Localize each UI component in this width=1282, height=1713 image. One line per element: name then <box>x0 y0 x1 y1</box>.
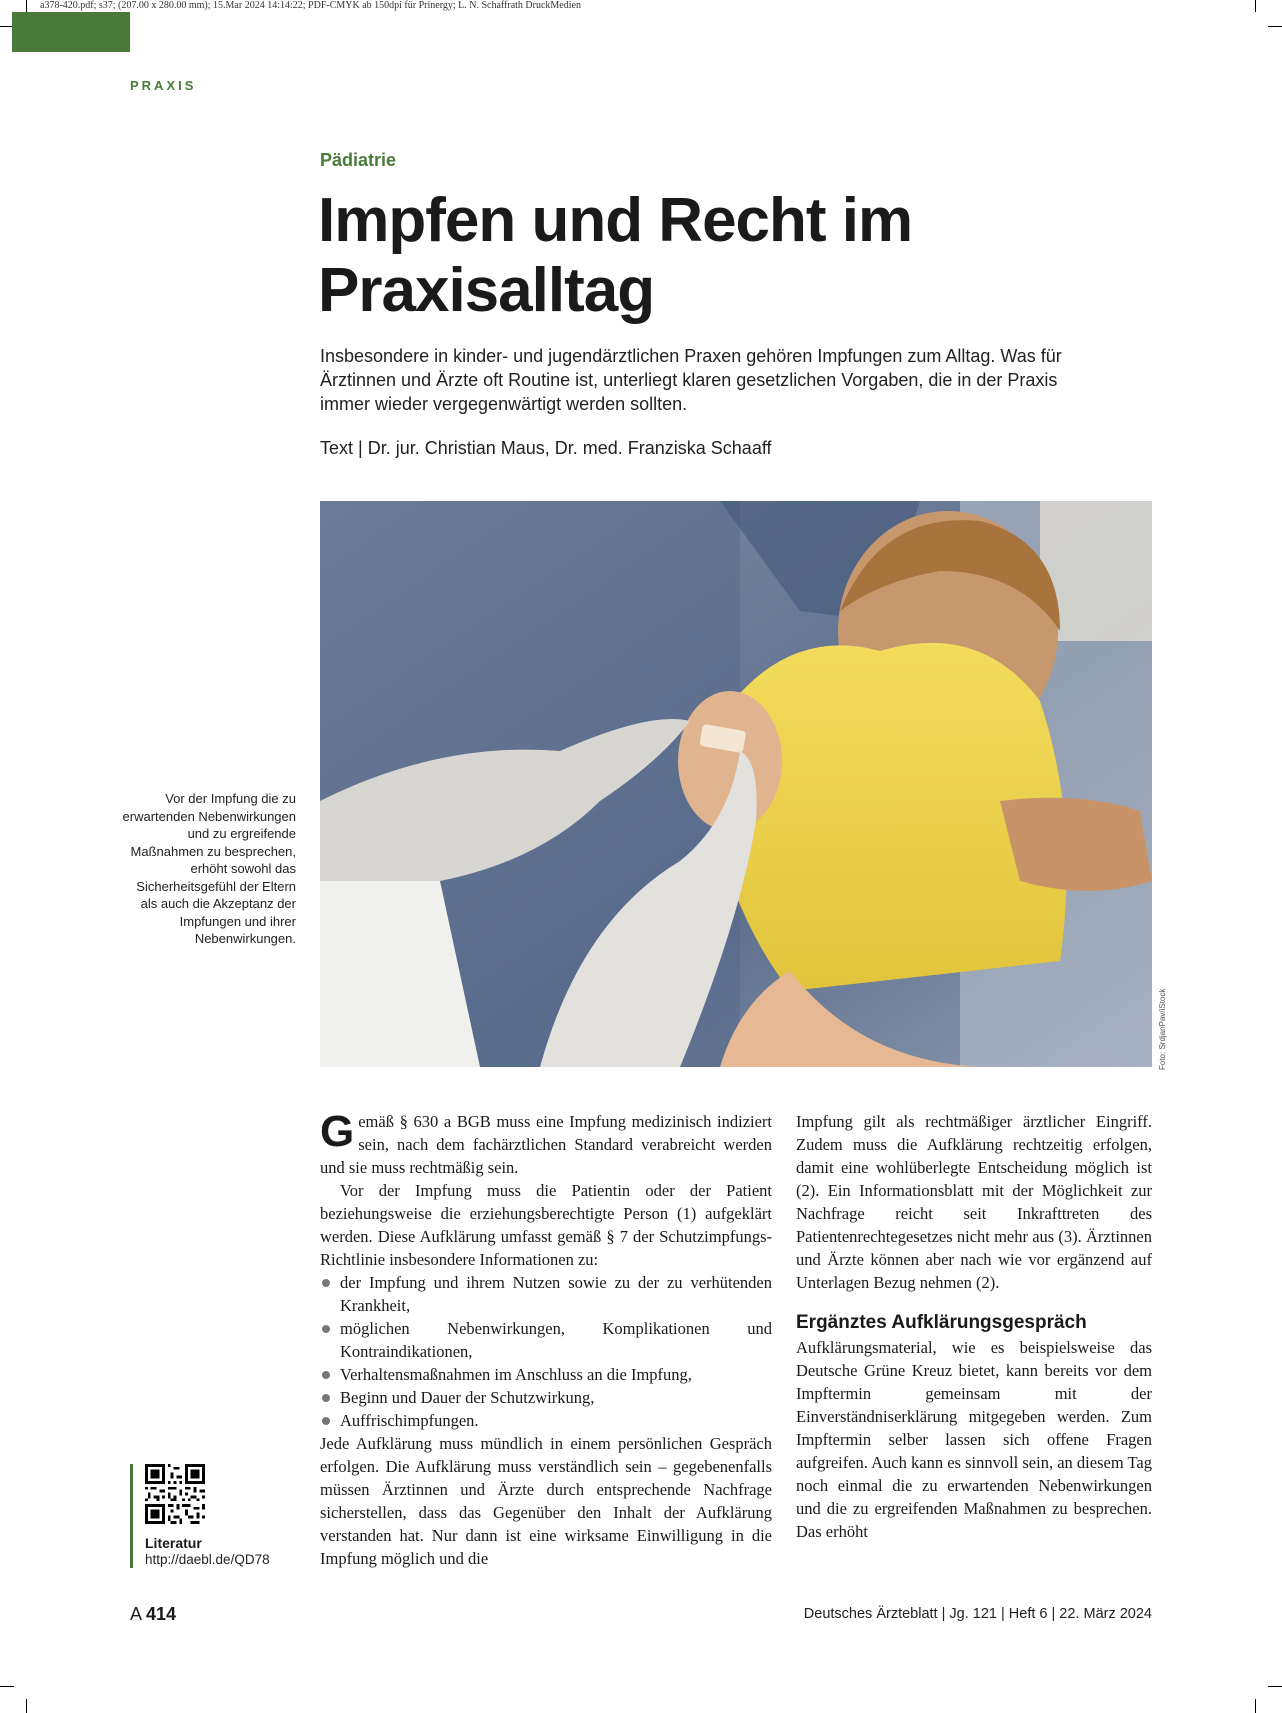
literature-box <box>130 1464 305 1568</box>
print-metadata: a378-420.pdf; s37; (207.00 x 280.00 mm); 15.Mar 2024 14:14:22; PDF-CMYK ab 150dpi für Prinergy; L. N. Schaffrath DruckMedien <box>40 0 581 11</box>
crop-mark <box>0 1686 14 1687</box>
crop-mark <box>1255 0 1256 12</box>
article-byline: Text | Dr. jur. Christian Maus, Dr. med. Franziska Schaaff <box>320 438 772 458</box>
page-prefix: A <box>130 1604 142 1624</box>
crop-mark <box>1255 1699 1256 1713</box>
body-paragraph: Jede Aufklärung muss mündlich in einem persönlichen Gespräch erfolgen. Die Aufklärung muss verständlich sein – gegebenenfalls müssen Ärztinnen und Ärzte durch entsprechende Nachfrage sicherstellen, dass das Gegenüber den Inhalt der Aufklärung verstanden hat. Nur dann ist eine wirksame Einwilligung in die Impfung möglich und die <box>320 1434 772 1568</box>
page-number <box>130 1604 176 1625</box>
list-item: der Impfung und ihrem Nutzen sowie zu der zu verhütenden Krankheit, <box>320 1271 772 1317</box>
literature-label: Literatur <box>145 1535 202 1551</box>
article-title-line: Impfen und Recht im <box>318 186 913 255</box>
list-item: möglichen Nebenwirkungen, Komplikationen und Kontraindikationen, <box>320 1317 772 1363</box>
subheading: Ergänztes Aufklärungsgespräch <box>796 1312 1087 1333</box>
section-color-tab <box>12 12 130 52</box>
body-column-left <box>320 1107 772 1570</box>
article-title-line: Praxisalltag <box>318 256 655 325</box>
photo-credit: Foto: SrdjanPav/iStock <box>1158 988 1167 1070</box>
list-item: Auffrischimpfungen. <box>320 1409 772 1432</box>
page-number-value: 414 <box>146 1604 177 1624</box>
qr-code-icon[interactable] <box>145 1464 205 1524</box>
body-column-right <box>796 1110 1152 1543</box>
crop-mark <box>1268 1686 1282 1687</box>
list-item: Verhaltensmaßnahmen im Anschluss an die Impfung, <box>320 1363 772 1386</box>
photo-caption: Vor der Impfung die zu erwartenden Nebenwirkungen und zu ergreifende Maßnahmen zu besprechen, erhöht sowohl das Sicherheitsgefühl der Eltern als auch die Akzeptanz der Impfungen und ihrer Nebenwirkungen. <box>122 791 296 946</box>
article-photo <box>320 501 1152 1067</box>
bullet-list <box>320 1271 772 1432</box>
literature-link[interactable]: http://daebl.de/QD78 <box>145 1552 270 1567</box>
section-label: Pädiatrie <box>320 150 397 170</box>
list-item: Beginn und Dauer der Schutzwirkung, <box>320 1386 772 1409</box>
rubric-label: PRAXIS <box>130 78 197 93</box>
article-lead: Insbesondere in kinder- und jugendärztlichen Praxen gehören Impfungen zum Alltag. Was für Ärztinnen und Ärzte oft Routine ist, unterliegt klaren gesetzlichen Vorgaben, die in der Praxis immer wieder vergegenwärtigt werden sollten. <box>320 346 1062 414</box>
body-paragraph <box>320 1107 772 1179</box>
body-paragraph: Impfung gilt als rechtmäßiger ärztlicher Eingriff. Zudem muss die Aufklärung rechtzeitig erfolgen, damit eine wohlüberlegte Entscheidung möglich ist (2). Ein Informationsblatt mit der Möglichkeit zur Nachfrage reicht seit Inkrafttreten des Patientenrechtegesetzes nicht mehr aus (3). Ärztinnen und Ärzte können aber nach wie vor ergänzend auf Unterlagen Bezug nehmen (2). <box>796 1112 1152 1292</box>
crop-mark <box>26 1699 27 1713</box>
body-paragraph: Aufklärungsmaterial, wie es beispielsweise das Deutsche Grüne Kreuz bietet, kann bereits vor dem Impftermin gemeinsam mit der Einverständniserklärung mitgegeben werden. Zum Impftermin selber lassen sich offene Fragen aufgreifen. Auch kann es sinnvoll sein, an diesem Tag noch einmal die zu erwartenden Nebenwirkungen und die zu ergreifenden Maßnahmen zu besprechen. Das erhöht <box>796 1338 1152 1541</box>
drop-cap: G <box>320 1107 355 1156</box>
journal-info: Deutsches Ärzteblatt | Jg. 121 | Heft 6 | 22. März 2024 <box>803 1606 1152 1622</box>
body-paragraph: Vor der Impfung muss die Patientin oder der Patient beziehungsweise die erziehungsberechtigte Person (1) aufgeklärt werden. Diese Aufklärung umfasst gemäß § 7 der Schutzimpfungs-Richtlinie insbesondere Informationen zu: <box>320 1181 772 1269</box>
body-text: emäß § 630 a BGB muss eine Impfung medizinisch indiziert sein, nach dem fachärztlichen Standard verabreicht werden und sie muss rechtmäßig sein. <box>320 1112 772 1177</box>
crop-mark <box>1268 26 1282 27</box>
article-title <box>318 186 1098 326</box>
